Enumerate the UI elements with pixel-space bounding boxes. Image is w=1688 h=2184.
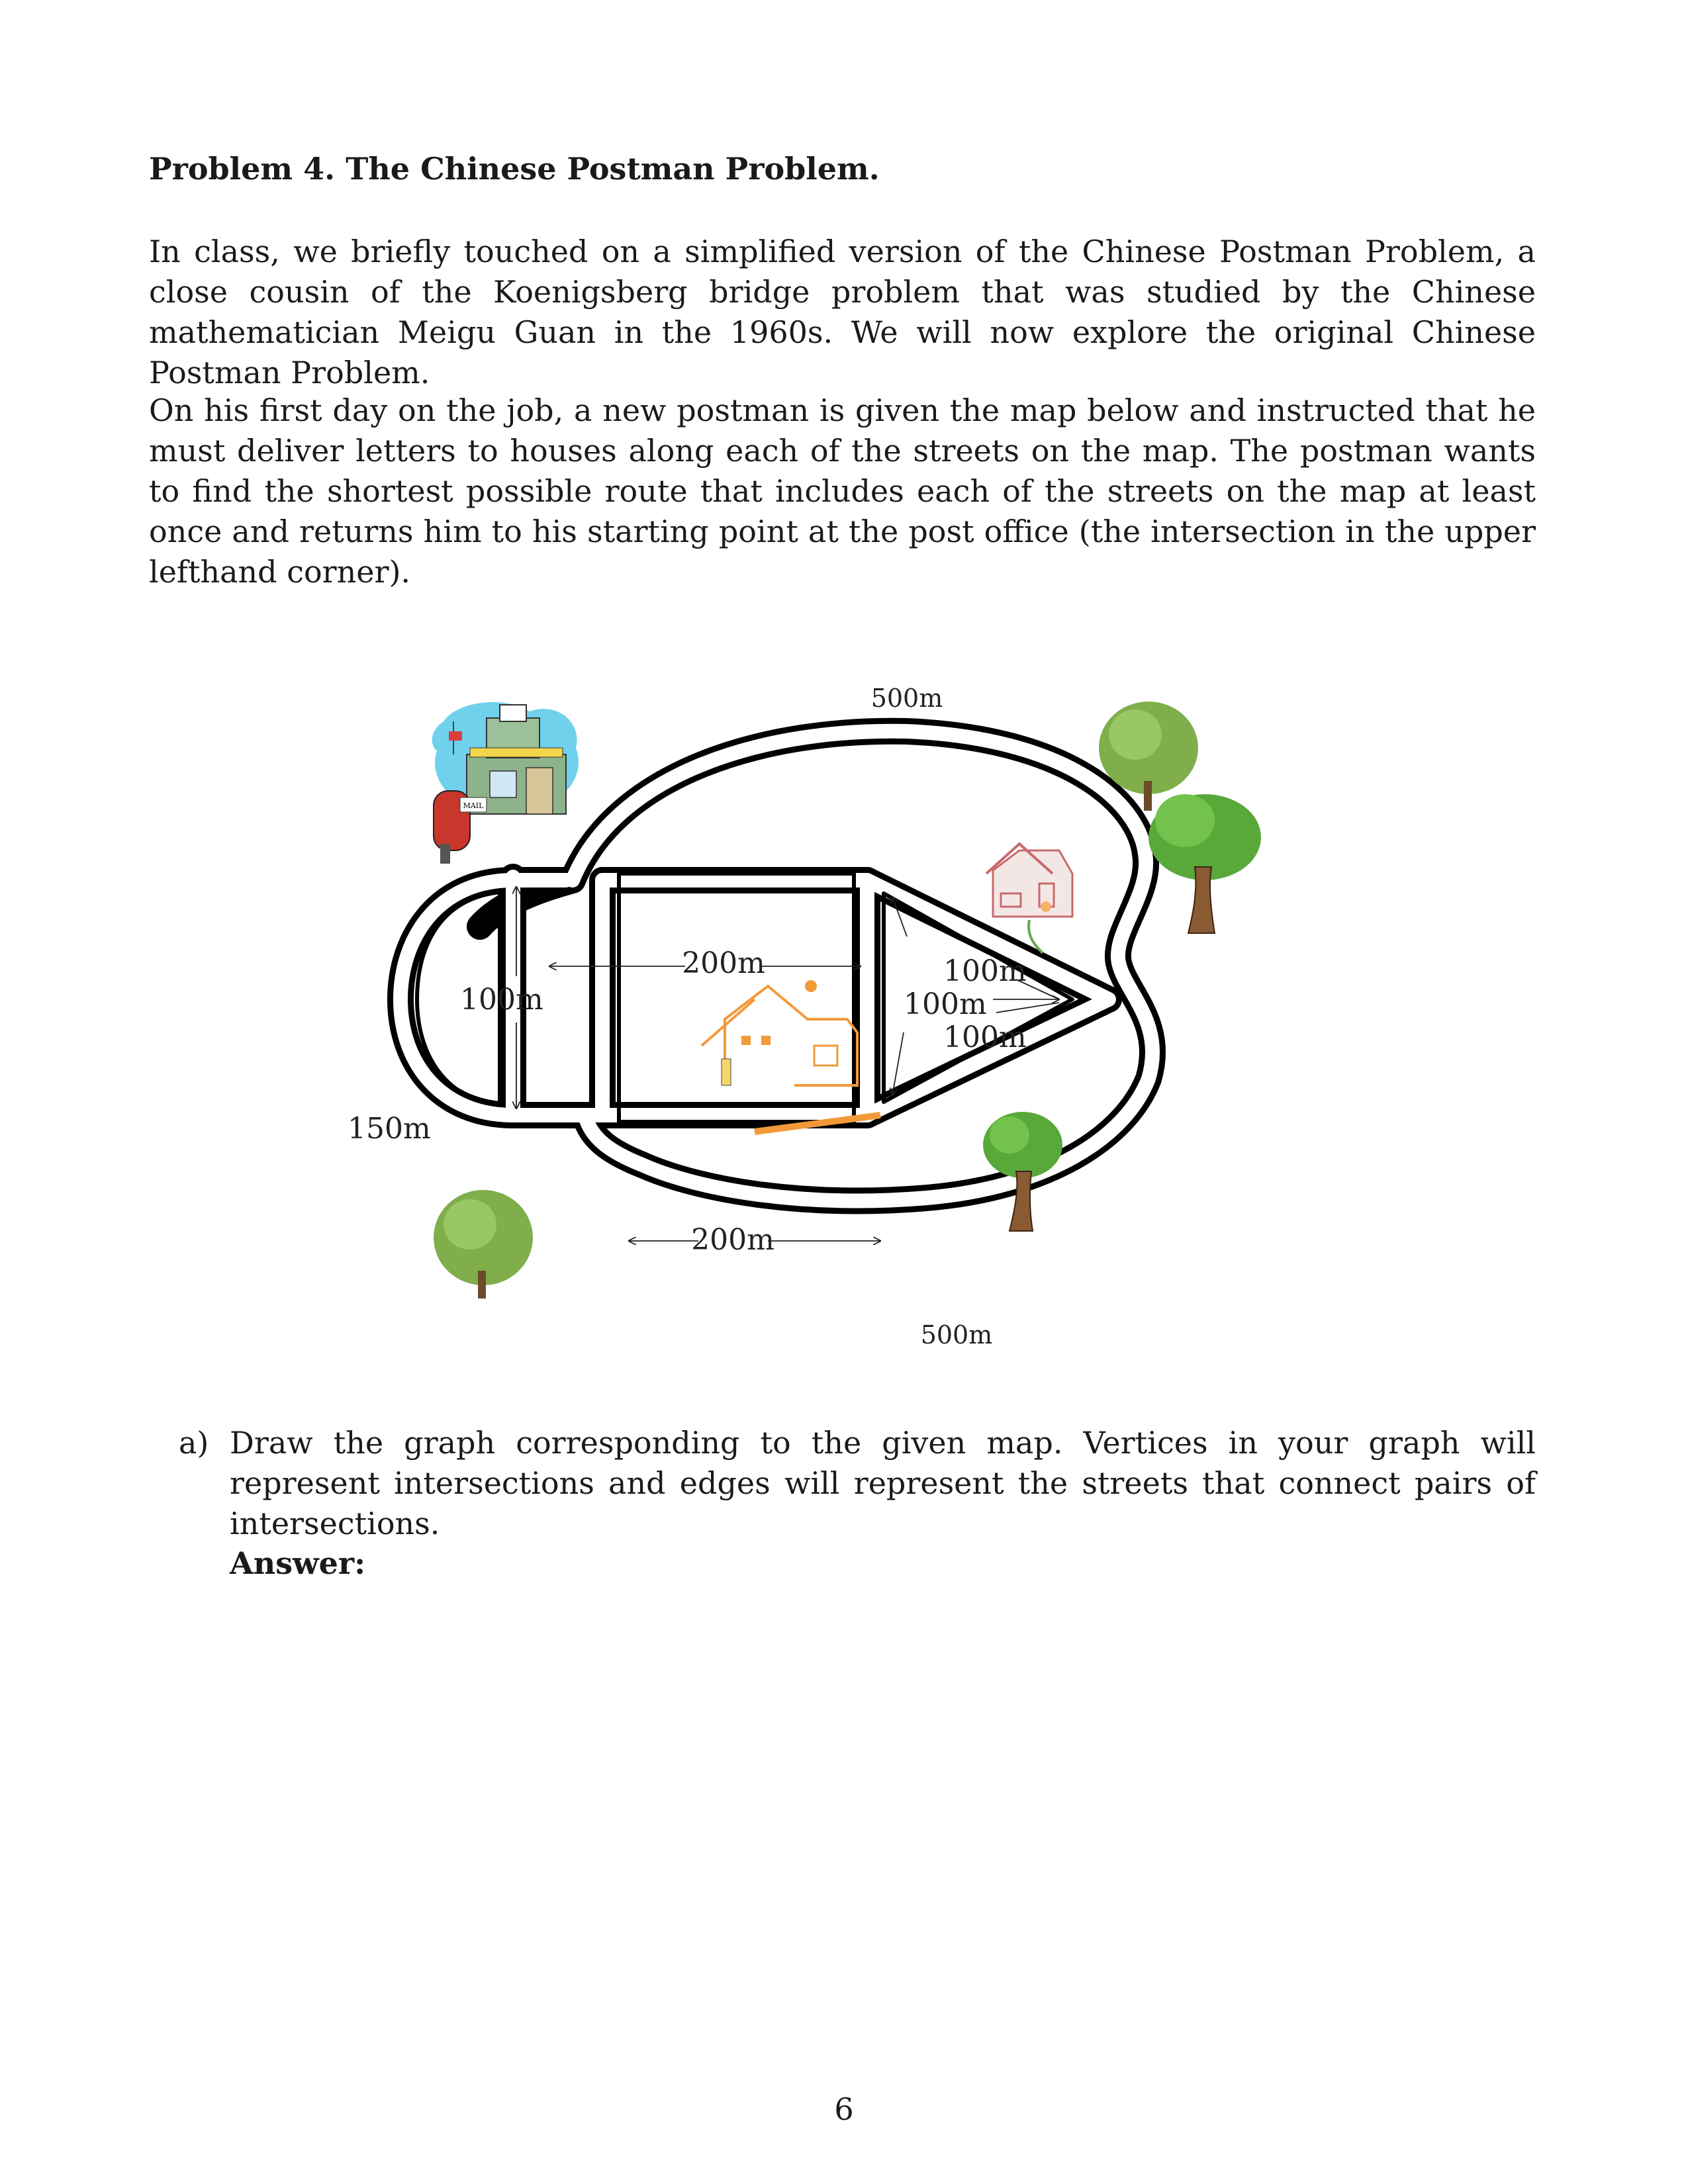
label-triangle-side-a: 100m	[943, 954, 1027, 988]
label-left-150: 150m	[348, 1112, 431, 1146]
part-a-text: Draw the graph corresponding to the given map. Vertices in your graph will represent intersections and edges will represent the streets that connect pairs of intersections.	[230, 1425, 1536, 1541]
page-number: 6	[834, 2091, 854, 2127]
label-top-500: 500m	[870, 684, 943, 713]
part-a-label: a)	[179, 1425, 209, 1461]
tree-icon-right	[1149, 794, 1261, 933]
mailbox-sign-text: MAIL	[463, 801, 484, 810]
tree-icon-bottom-left	[434, 1190, 533, 1298]
street-map-figure	[331, 675, 1324, 1370]
answer-label: Answer:	[230, 1545, 366, 1581]
post-office-icon	[432, 702, 579, 864]
label-bottom-500: 500m	[920, 1320, 993, 1349]
label-bottom-200: 200m	[691, 1223, 774, 1257]
label-triangle-side-b: 100m	[904, 987, 987, 1021]
task-paragraph: On his first day on the job, a new postman is given the map below and instructed that he must deliver letters to houses along each of the streets on the map. The postman wants to find the shortest possible route that includes each of the streets on the map at least once and returns him to his starting point at the post office (the intersection in the upper lefthand corner).	[149, 392, 1536, 590]
problem-title: Problem 4. The Chinese Postman Problem.	[149, 151, 880, 187]
label-left-100: 100m	[460, 983, 543, 1017]
intro-paragraph: In class, we briefly touched on a simplified version of the Chinese Postman Problem, a close cousin of the Koenigsberg bridge problem that was studied by the Chinese mathematician Meigu Guan in the 1960s. We will now explore the original Chinese Postman Problem.	[149, 234, 1536, 390]
label-triangle-side-c: 100m	[943, 1021, 1027, 1054]
label-top-200: 200m	[682, 946, 765, 980]
